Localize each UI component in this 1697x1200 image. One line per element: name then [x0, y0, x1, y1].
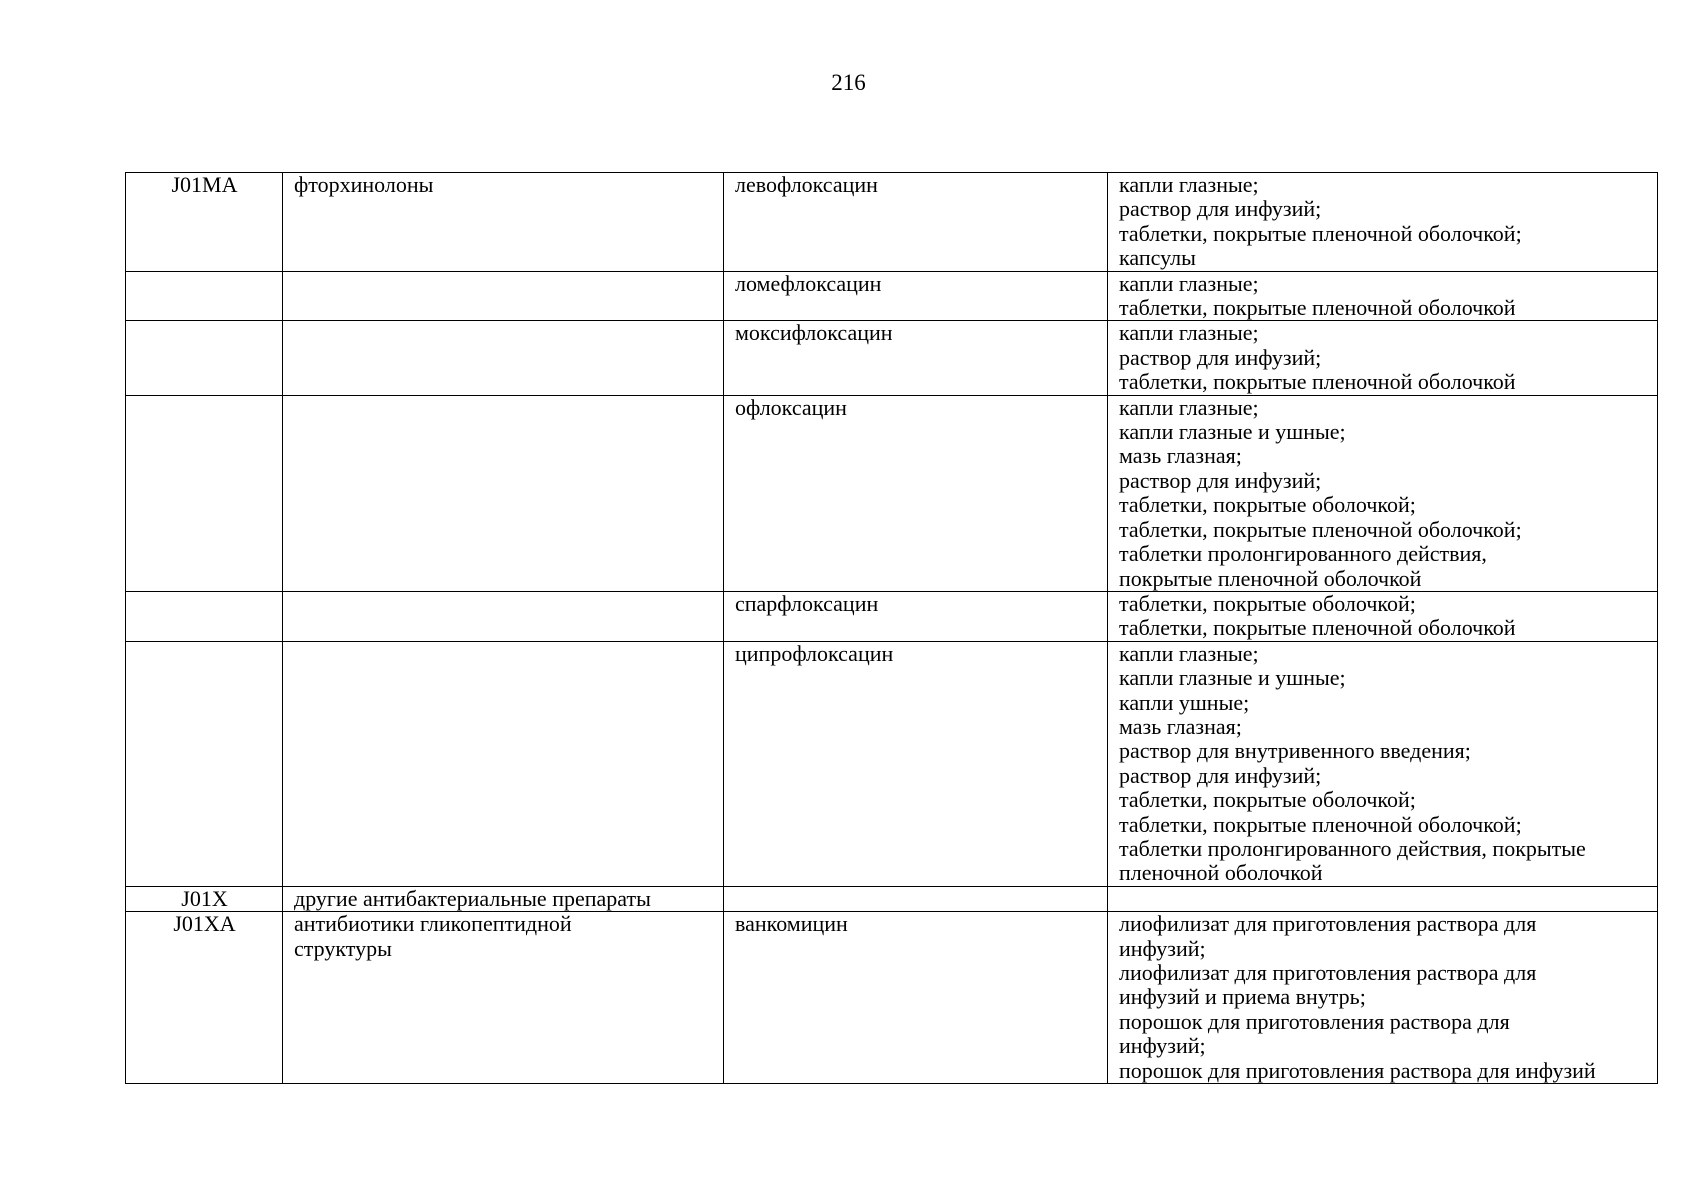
drug-table [125, 172, 1658, 1084]
drug-cell [724, 886, 1108, 911]
table-body [126, 173, 1658, 1084]
dosage-form: таблетки, покрытые пленочной оболочкой [1119, 615, 1516, 641]
dosage-form: таблетки, покрытые оболочкой; [1119, 590, 1416, 616]
dosage-form: раствор для инфузий; [1119, 196, 1322, 222]
atc-code-cell [126, 271, 283, 321]
drug-cell [724, 271, 1108, 321]
atc-code-cell [126, 886, 283, 911]
group-cell [283, 271, 724, 321]
drug-cell [724, 641, 1108, 886]
drug-cell [724, 912, 1108, 1084]
dosage-form: покрытые пленочной оболочкой [1119, 565, 1422, 591]
table-row [126, 591, 1658, 641]
drug-cell [724, 173, 1108, 272]
forms-cell [1108, 321, 1658, 395]
table-row [126, 271, 1658, 321]
drug-cell [724, 395, 1108, 591]
dosage-form: таблетки, покрытые пленочной оболочкой; [1119, 220, 1522, 246]
forms-cell [1108, 271, 1658, 321]
group-name: другие антибактериальные препараты [294, 885, 651, 911]
dosage-form: раствор для инфузий; [1119, 344, 1322, 370]
drug-name: ципрофлоксацин [735, 640, 894, 666]
table-row [126, 886, 1658, 911]
atc-code: J01X [181, 885, 228, 911]
drug-name: левофлоксацин [735, 172, 878, 197]
dosage-form: таблетки, покрытые оболочкой; [1119, 787, 1416, 813]
dosage-form: раствор для инфузий; [1119, 467, 1322, 493]
dosage-form: инфузий и приема внутрь; [1119, 984, 1366, 1010]
forms-cell [1108, 591, 1658, 641]
atc-code-cell [126, 912, 283, 1084]
group-cell [283, 395, 724, 591]
atc-code-cell [126, 173, 283, 272]
dosage-form: таблетки, покрытые пленочной оболочкой [1119, 295, 1516, 321]
dosage-form: капли глазные и ушные; [1119, 419, 1346, 445]
atc-code-cell [126, 321, 283, 395]
dosage-form: капли глазные; [1119, 172, 1259, 197]
atc-code-cell [126, 641, 283, 886]
atc-code: J01XA [173, 911, 236, 937]
dosage-form: капли глазные; [1119, 270, 1259, 296]
dosage-form: таблетки, покрытые пленочной оболочкой [1119, 369, 1516, 395]
group-cell [283, 641, 724, 886]
drug-name: моксифлоксацин [735, 320, 893, 346]
drug-cell [724, 591, 1108, 641]
table-row [126, 641, 1658, 886]
table-row [126, 912, 1658, 1084]
drug-name: ломефлоксацин [735, 270, 882, 296]
group-cell [283, 591, 724, 641]
dosage-form: мазь глазная; [1119, 443, 1242, 469]
dosage-form: лиофилизат для приготовления раствора для [1119, 911, 1537, 937]
dosage-form: инфузий; [1119, 935, 1206, 961]
dosage-form: лиофилизат для приготовления раствора для [1119, 960, 1537, 985]
page-number: 216 [831, 70, 866, 95]
dosage-form: таблетки, покрытые оболочкой; [1119, 492, 1416, 518]
dosage-form: капли глазные; [1119, 394, 1259, 420]
forms-cell [1108, 912, 1658, 1084]
dosage-form: таблетки пролонгированного действия, [1119, 541, 1487, 567]
dosage-form: таблетки, покрытые пленочной оболочкой; [1119, 811, 1522, 837]
drug-name: офлоксацин [735, 394, 847, 420]
forms-cell [1108, 395, 1658, 591]
group-name: антибиотики гликопептидной структуры [294, 911, 572, 961]
table-row [126, 321, 1658, 395]
forms-cell [1108, 641, 1658, 886]
group-name: фторхинолоны [294, 172, 434, 197]
dosage-form: капли ушные; [1119, 689, 1250, 715]
group-cell [283, 912, 724, 1084]
atc-code-cell [126, 395, 283, 591]
dosage-form: мазь глазная; [1119, 713, 1242, 739]
dosage-form: капсулы [1119, 245, 1196, 271]
drug-name: ванкомицин [735, 911, 848, 937]
table-row [126, 395, 1658, 591]
dosage-form: капли глазные и ушные; [1119, 665, 1346, 691]
dosage-form: порошок для приготовления раствора для инфузий [1119, 1057, 1596, 1083]
group-cell [283, 886, 724, 911]
dosage-form: капли глазные; [1119, 640, 1259, 666]
dosage-form: капли глазные; [1119, 320, 1259, 346]
group-cell [283, 173, 724, 272]
dosage-form: раствор для внутривенного введения; [1119, 738, 1471, 764]
atc-code: J01MA [171, 172, 238, 197]
drug-cell [724, 321, 1108, 395]
drug-name: спарфлоксацин [735, 590, 879, 616]
atc-code-cell [126, 591, 283, 641]
dosage-form: порошок для приготовления раствора для [1119, 1008, 1510, 1034]
forms-cell [1108, 886, 1658, 911]
dosage-form: таблетки, покрытые пленочной оболочкой; [1119, 516, 1522, 542]
dosage-form: раствор для инфузий; [1119, 762, 1322, 788]
dosage-form: таблетки пролонгированного действия, покрытые [1119, 835, 1586, 861]
dosage-form: пленочной оболочкой [1119, 860, 1323, 886]
dosage-form: инфузий; [1119, 1033, 1206, 1059]
forms-cell [1108, 173, 1658, 272]
table-row [126, 173, 1658, 272]
group-cell [283, 321, 724, 395]
